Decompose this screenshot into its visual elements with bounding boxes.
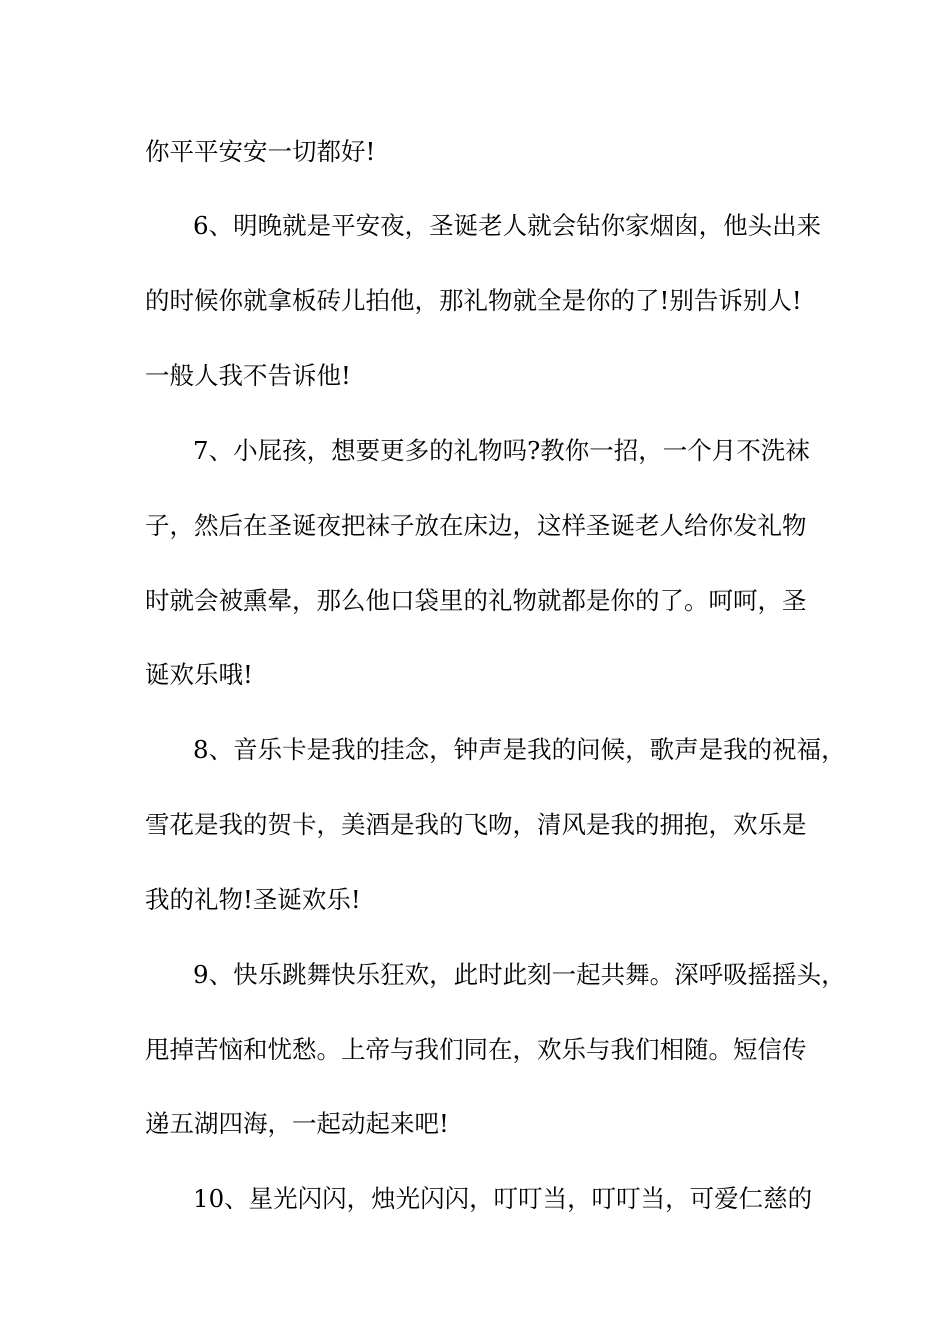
text-line: 时就会被熏晕，那么他口袋里的礼物就都是你的了。呵呵，圣	[145, 586, 807, 615]
text-line: 一般人我不告诉他!	[145, 361, 351, 390]
text-line: 甩掉苦恼和忧愁。上帝与我们同在，欢乐与我们相随。短信传	[145, 1035, 807, 1064]
paragraph-6-start: 6、明晚就是平安夜，圣诞老人就会钻你家烟囱，他头出来	[193, 211, 822, 240]
paragraph-8-start: 8、音乐卡是我的挂念，钟声是我的问候，歌声是我的祝福，	[193, 735, 846, 764]
text-line: 的时候你就拿板砖儿拍他，那礼物就全是你的了!别告诉别人!	[145, 286, 802, 315]
text-line: 雪花是我的贺卡，美酒是我的飞吻，清风是我的拥抱，欢乐是	[145, 810, 807, 839]
paragraph-9-start: 9、快乐跳舞快乐狂欢，此时此刻一起共舞。深呼吸摇摇头，	[193, 960, 846, 989]
text-line: 子，然后在圣诞夜把袜子放在床边，这样圣诞老人给你发礼物	[145, 511, 807, 540]
text-line: 诞欢乐哦!	[145, 660, 253, 689]
text-line: 我的礼物!圣诞欢乐!	[145, 885, 361, 914]
paragraph-7-start: 7、小屁孩，想要更多的礼物吗?教你一招，一个月不洗袜	[193, 436, 810, 465]
text-line: 递五湖四海，一起动起来吧!	[145, 1109, 449, 1138]
paragraph-10-start: 10、星光闪闪，烛光闪闪，叮叮当，叮叮当，可爱仁慈的	[193, 1184, 813, 1213]
text-line: 你平平安安一切都好!	[145, 137, 376, 166]
